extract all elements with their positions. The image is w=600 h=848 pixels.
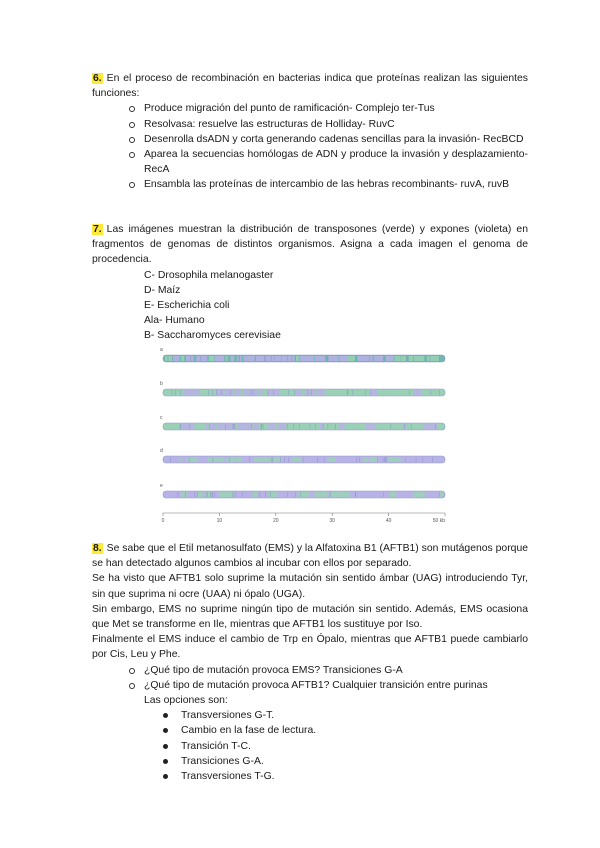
genome-segment <box>270 457 282 462</box>
genome-segment <box>339 424 345 429</box>
genome-segment <box>181 424 195 429</box>
genome-segment <box>370 390 378 395</box>
genome-segment <box>427 356 439 361</box>
genome-segment <box>298 492 309 497</box>
genome-segment <box>296 356 299 361</box>
genome-figure <box>155 343 455 528</box>
genome-segment <box>183 390 197 395</box>
genome-segment <box>265 424 267 429</box>
genome-segment <box>346 492 350 497</box>
axis-tick-label: 0 <box>161 518 165 524</box>
genome-segment <box>313 457 317 462</box>
genome-segment <box>409 356 425 361</box>
genome-segment <box>338 457 349 462</box>
question-8-text: Se sabe que el Etil metanosulfato (EMS) y la Alfatoxina B1 (AFTB1) son mutágenos porque se han detectado algunos cambios al incubar con ellos por separado. <box>92 543 528 570</box>
track-label: a <box>160 347 163 353</box>
genome-segment <box>165 390 169 395</box>
option-item: Transversiones G-T. <box>163 708 528 723</box>
genome-segment <box>320 424 323 429</box>
question-6-list <box>92 101 528 192</box>
genome-segment <box>366 424 376 429</box>
question-8-questions <box>92 663 528 693</box>
genome-segment <box>295 390 302 395</box>
genome-segment <box>348 356 356 361</box>
genome-segment <box>209 356 214 361</box>
genome-segment <box>374 356 383 361</box>
genome-segment <box>226 457 236 462</box>
genome-segment <box>186 356 194 361</box>
genome-segment <box>259 390 263 395</box>
genome-segment <box>197 390 200 395</box>
genome-segment <box>187 457 198 462</box>
genome-segment <box>424 390 434 395</box>
genome-segment <box>352 424 365 429</box>
genome-segment <box>238 424 253 429</box>
genome-segment <box>242 457 253 462</box>
genome-segment <box>189 492 194 497</box>
axis-tick-label: 40 <box>385 518 392 524</box>
genome-segment <box>309 492 313 497</box>
answer-item: B- Saccharomyces cerevisiae <box>144 330 281 342</box>
question-8-paragraph <box>92 541 528 571</box>
list-item: Desenrolla dsADN y corta generando cadenas sencillas para la invasión- RecBCD <box>129 132 528 147</box>
genome-segment <box>288 424 302 429</box>
genome-segment <box>308 457 312 462</box>
genome-segment <box>264 492 267 497</box>
genome-segment <box>390 492 396 497</box>
list-item: ¿Qué tipo de mutación provoca EMS? Transiciones G-A <box>129 663 528 678</box>
genome-segment <box>282 356 295 361</box>
genome-segment <box>401 457 413 462</box>
genome-segment <box>304 457 307 462</box>
genome-segment <box>196 424 204 429</box>
genome-segment <box>352 457 361 462</box>
genome-segment <box>395 390 411 395</box>
genome-segment <box>351 492 364 497</box>
genome-segment <box>327 457 335 462</box>
question-8 <box>92 541 528 784</box>
genome-segment <box>243 390 247 395</box>
genome-segment <box>394 424 401 429</box>
genome-segment <box>210 424 216 429</box>
axis-tick-label: 50 kb <box>432 518 445 524</box>
list-item: Resolvasa: resuelve las estructuras de Holliday- RuvC <box>129 117 528 132</box>
question-6-text: En el proceso de recombinación en bacterias indica que proteínas realizan las siguientes funciones: <box>92 73 528 100</box>
genome-segment <box>374 492 389 497</box>
genome-segment <box>413 492 425 497</box>
genome-segment <box>264 390 266 395</box>
genome-segment <box>252 492 257 497</box>
genome-segment <box>174 356 179 361</box>
genome-segment <box>201 457 205 462</box>
genome-segment <box>215 356 225 361</box>
genome-segment <box>386 356 394 361</box>
question-7-number: 7. <box>93 224 102 235</box>
genome-segment <box>339 356 347 361</box>
genome-segment <box>255 356 271 361</box>
genome-segment <box>436 457 443 462</box>
genome-segment <box>399 492 412 497</box>
genome-segment <box>235 390 240 395</box>
genome-segment <box>326 390 341 395</box>
genome-segment <box>253 424 258 429</box>
genome-segment <box>413 390 421 395</box>
question-6-intro <box>92 71 528 101</box>
genome-segment <box>415 457 428 462</box>
genome-segment <box>254 457 269 462</box>
genome-segment <box>277 424 286 429</box>
list-item: Produce migración del punto de ramificación- Complejo ter-Tus <box>129 101 528 116</box>
genome-segment <box>317 457 325 462</box>
genome-segment <box>243 356 254 361</box>
question-6 <box>92 71 528 193</box>
genome-segment <box>208 457 224 462</box>
genome-segment <box>346 424 350 429</box>
genome-segment <box>198 492 203 497</box>
question-7-answers <box>92 268 528 344</box>
genome-segment <box>380 390 393 395</box>
genome-segment <box>180 457 182 462</box>
axis-tick-label: 30 <box>329 518 335 524</box>
answer-item: D- Maíz <box>144 284 181 296</box>
genome-segment <box>226 390 235 395</box>
genome-segment <box>165 492 175 497</box>
genome-segment <box>272 356 282 361</box>
genome-segment <box>439 492 443 497</box>
genome-segment <box>236 457 242 462</box>
genome-segment <box>388 457 401 462</box>
genome-segment <box>359 390 367 395</box>
genome-segment <box>231 356 235 361</box>
options-list <box>92 708 528 784</box>
genome-segment <box>409 424 421 429</box>
genome-segment <box>196 356 207 361</box>
axis-tick-label: 10 <box>216 518 223 524</box>
question-7-intro <box>92 222 528 268</box>
genome-segment <box>165 424 180 429</box>
axis-tick-label: 20 <box>273 518 279 524</box>
genome-segment <box>236 492 252 497</box>
genome-segment <box>300 356 314 361</box>
genome-segment <box>171 390 182 395</box>
option-item: Transiciones G-A. <box>163 754 528 769</box>
genome-segment <box>329 492 345 497</box>
option-item: Transversiones T-G. <box>163 769 528 784</box>
genome-segment <box>369 457 377 462</box>
option-item: Cambio en la fase de lectura. <box>163 723 528 738</box>
track-label: e <box>160 483 163 489</box>
option-item: Transición T-C. <box>163 739 528 754</box>
genome-segment <box>182 457 185 462</box>
genome-segment <box>395 356 400 361</box>
genome-segment <box>440 424 443 429</box>
track-label: c <box>160 415 163 421</box>
genome-segment <box>423 424 434 429</box>
genome-segment <box>177 492 180 497</box>
genome-segment <box>177 457 179 462</box>
answer-item: Ala- Humano <box>144 315 205 327</box>
genome-segment <box>216 390 225 395</box>
question-7 <box>92 222 528 344</box>
genome-segment <box>281 457 286 462</box>
question-7-text: Las imágenes muestran la distribución de transposones (verde) y expones (violeta) en fragmentos de genomas de distintos organismos. Asigna a cada imagen el genoma de procedencia. <box>92 224 528 266</box>
question-6-number: 6. <box>93 73 102 84</box>
track-label: b <box>160 381 163 387</box>
genome-segment <box>205 492 213 497</box>
question-8-paragraph: Sin embargo, EMS no suprime ningún tipo de mutación sin sentido. Además, EMS ocasiona que Met se transforme en Ile, mientras que AFTB1 los sustituye por Iso. <box>92 603 528 631</box>
genome-segment <box>292 457 301 462</box>
list-item: Ensambla las proteínas de intercambio de las hebras recombinants- ruvA, ruvB <box>129 177 528 192</box>
genome-segment <box>378 424 393 429</box>
genome-segment <box>182 492 185 497</box>
genome-segment <box>357 356 372 361</box>
genome-segment <box>304 424 319 429</box>
genome-segment <box>247 390 258 395</box>
genome-segment <box>268 424 275 429</box>
genome-segment <box>186 492 188 497</box>
genome-segment <box>327 356 338 361</box>
question-8-paragraph: Finalmente el EMS induce el cambio de Trp en Ópalo, mientras que AFTB1 puede cambiarlo por Cis, Leu y Phe. <box>92 634 528 661</box>
genome-segment <box>435 390 443 395</box>
genome-segment <box>219 492 233 497</box>
genome-segment <box>205 424 208 429</box>
genome-segment <box>217 424 224 429</box>
genome-segment <box>314 492 327 497</box>
list-item: ¿Qué tipo de mutación provoca AFTB1? Cualquier transición entre purinas <box>129 678 528 693</box>
genome-segment <box>324 424 336 429</box>
genome-segment <box>363 457 369 462</box>
answer-item: E- Escherichia coli <box>144 300 230 312</box>
genome-segment <box>315 356 325 361</box>
genome-segment <box>348 390 357 395</box>
genome-segment <box>317 390 325 395</box>
genome-segment <box>282 390 294 395</box>
genome-segment <box>429 457 435 462</box>
genome-segment <box>342 390 346 395</box>
options-label: Las opciones son: <box>144 695 228 707</box>
list-item: Aparea la secuencias homólogas de ADN y produce la invasión y desplazamiento- RecA <box>129 147 528 177</box>
question-8-number: 8. <box>93 543 102 554</box>
genome-segment <box>427 492 437 497</box>
answer-item: C- Drosophila melanogaster <box>144 269 274 281</box>
genome-segment <box>365 492 370 497</box>
genome-segment <box>400 356 406 361</box>
track-label: d <box>160 448 163 454</box>
genome-segment <box>268 492 278 497</box>
genome-segment <box>305 390 308 395</box>
question-8-paragraph: Se ha visto que AFTB1 solo suprime la mutación sin sentido ámbar (UAG) introduciendo Tyr, sin que suprima ni ocre (UAA) ni ópalo (UGA). <box>92 573 528 600</box>
genome-segment <box>181 356 184 361</box>
